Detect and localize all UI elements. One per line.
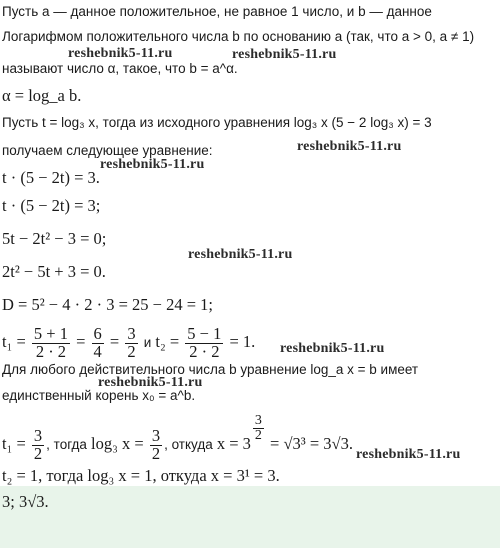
t1-label: t₁ = <box>2 332 26 351</box>
watermark: reshebnik5-11.ru <box>188 247 293 262</box>
six-fourths-fraction: $\frac{6}{4}$ <box>93 324 102 361</box>
discriminant-line: D = 5² − 4 · 2 · 3 = 25 − 24 = 1; <box>2 295 213 314</box>
intro-line-3: называют число α, такое, что b = a^α. <box>2 61 238 76</box>
equation-2: t · (5 − 2t) = 3; <box>2 196 101 215</box>
watermark: reshebnik5-11.ru <box>232 47 337 62</box>
intro-line-2: Логарифмом положительного числа b по основанию a (так, что a > 0, a ≠ 1) <box>2 29 475 44</box>
t2-label: t₂ = <box>155 332 180 351</box>
exponent-fraction: $\frac{3}{2}$ <box>254 413 262 443</box>
equation-4: 2t² − 5t + 3 = 0. <box>2 262 106 281</box>
rule-line-1: Для любого действительного числа b уравнение log_a x = b имеет <box>2 362 419 377</box>
t2-fraction: $\frac{5 - 1}{2 \cdot 2}$ <box>187 324 222 361</box>
t1-fraction: $\frac{5 + 1}{2 \cdot 2}$ <box>33 324 68 361</box>
watermark: reshebnik5-11.ru <box>356 447 461 462</box>
equation-3: 5t − 2t² − 3 = 0; <box>2 229 107 248</box>
case1-fraction: $\frac{3}{2}$ <box>33 426 43 463</box>
equation-1: t · (5 − 2t) = 3. <box>2 168 100 187</box>
watermark: reshebnik5-11.ru <box>98 375 203 390</box>
rule-line-2: единственный корень x₀ = a^b. <box>2 388 196 403</box>
answer-text: 3; 3√3. <box>2 492 49 511</box>
case2-line: t₂ = 1, тогда log₃ x = 1, откуда x = 3¹ = 3. <box>2 466 280 485</box>
setup-line-1: Пусть t = log₃ x, тогда из исходного уравнения log₃ x (5 − 2 log₃ x) = 3 <box>2 115 432 130</box>
roots-line: t₁ = $\frac{5 + 1}{2 \cdot 2}$ = $\frac{6}{4}$ = $\frac{3}{2}$ и t₂ = $\frac{5 - 1}{2 \cdot 2}$ = 1. <box>2 324 256 361</box>
watermark: reshebnik5-11.ru <box>280 341 385 356</box>
three-halves-fraction: $\frac{3}{2}$ <box>127 324 136 361</box>
intro-line-4: α = log_a b. <box>2 86 82 105</box>
watermark: reshebnik5-11.ru <box>297 139 402 154</box>
watermark: reshebnik5-11.ru <box>68 46 173 61</box>
answer-highlight <box>0 486 500 548</box>
watermark: reshebnik5-11.ru <box>100 157 205 172</box>
case1-log-fraction: $\frac{3}{2}$ <box>151 426 161 463</box>
intro-line-1: Пусть a — данное положительное, не равное 1 число, и b — данное <box>2 4 432 19</box>
case1-line: t₁ = $\frac{3}{2}$ , тогда log₃ x = $\frac{3}{2}$ , откуда x = 3 $\frac{3}{2}$ = √3³ = 3√3. <box>2 413 353 463</box>
setup-line-2: получаем следующее уравнение: <box>2 143 213 158</box>
